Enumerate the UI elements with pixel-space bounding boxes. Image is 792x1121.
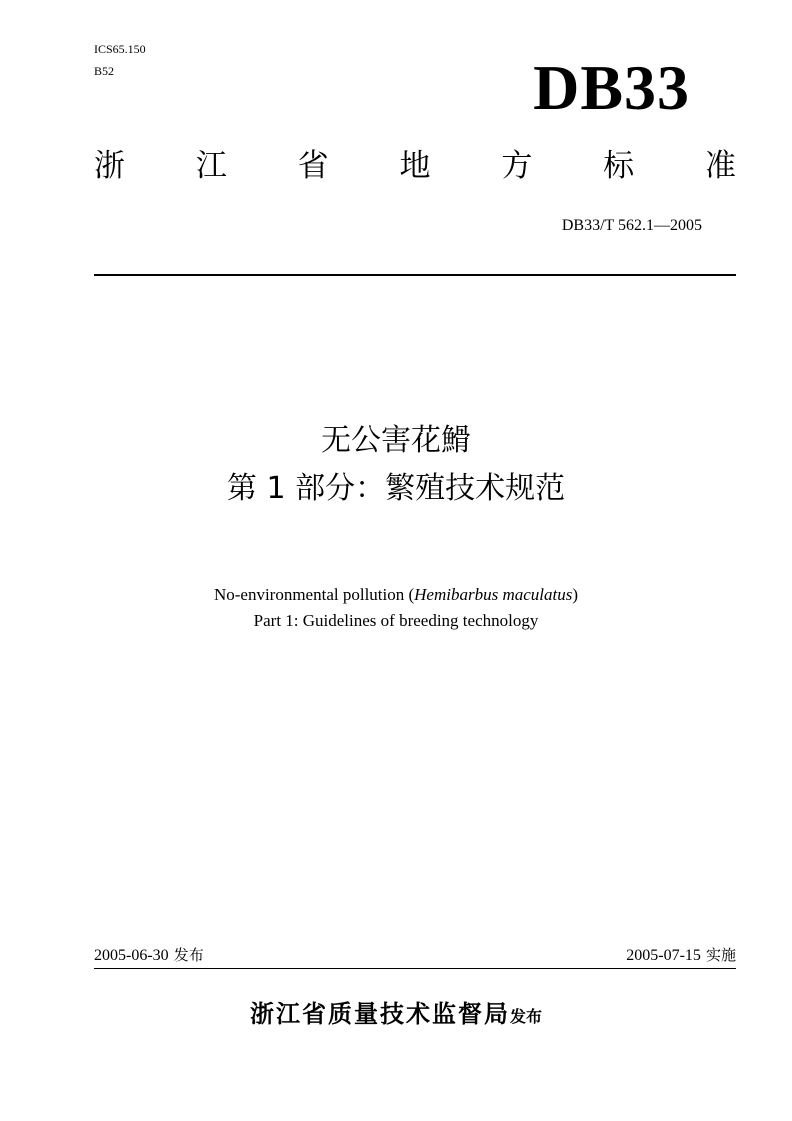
implement-label: 实施 [705, 946, 736, 964]
ics-code: ICS65.150 [94, 42, 146, 56]
standard-type-char: 地 [399, 148, 431, 184]
title-en-line2: Part 1: Guidelines of breeding technology [253, 611, 539, 630]
species-name: Hemibarbus maculatus [414, 585, 573, 604]
title-cn-line1: 无公害花䱻 [321, 423, 471, 458]
publisher [0, 996, 792, 1035]
standard-type-char: 省 [297, 148, 329, 184]
title-en-line1 [0, 582, 792, 608]
issue-date: 2005-06-30 [94, 947, 169, 964]
top-divider [94, 274, 736, 276]
standard-type-char: 浙 [94, 148, 125, 184]
standard-type-char: 标 [603, 148, 635, 184]
title-cn-line2: 第 1 部分：繁殖技术规范 [226, 471, 566, 506]
standard-number: DB33/T 562.1—2005 [561, 217, 702, 234]
issue-label: 发布 [173, 946, 204, 964]
standard-type-char: 方 [501, 148, 533, 184]
implement-date: 2005-07-15 [626, 947, 701, 964]
ccs-code: B52 [94, 64, 115, 78]
title-en-suffix: ) [572, 585, 579, 604]
standard-type-char: 准 [704, 148, 736, 184]
db-code: DB33 [533, 52, 690, 123]
bottom-divider [94, 968, 736, 969]
dates-row [94, 944, 736, 967]
publisher-action: 发布 [509, 1007, 542, 1026]
issue-date-block [94, 944, 204, 967]
standard-type-title [94, 142, 736, 190]
implement-date-block [626, 944, 736, 967]
standard-type-char: 江 [195, 148, 227, 184]
title-en-prefix: No-environmental pollution ( [213, 585, 415, 604]
publisher-name: 浙江省质量技术监督局 [249, 1000, 510, 1028]
